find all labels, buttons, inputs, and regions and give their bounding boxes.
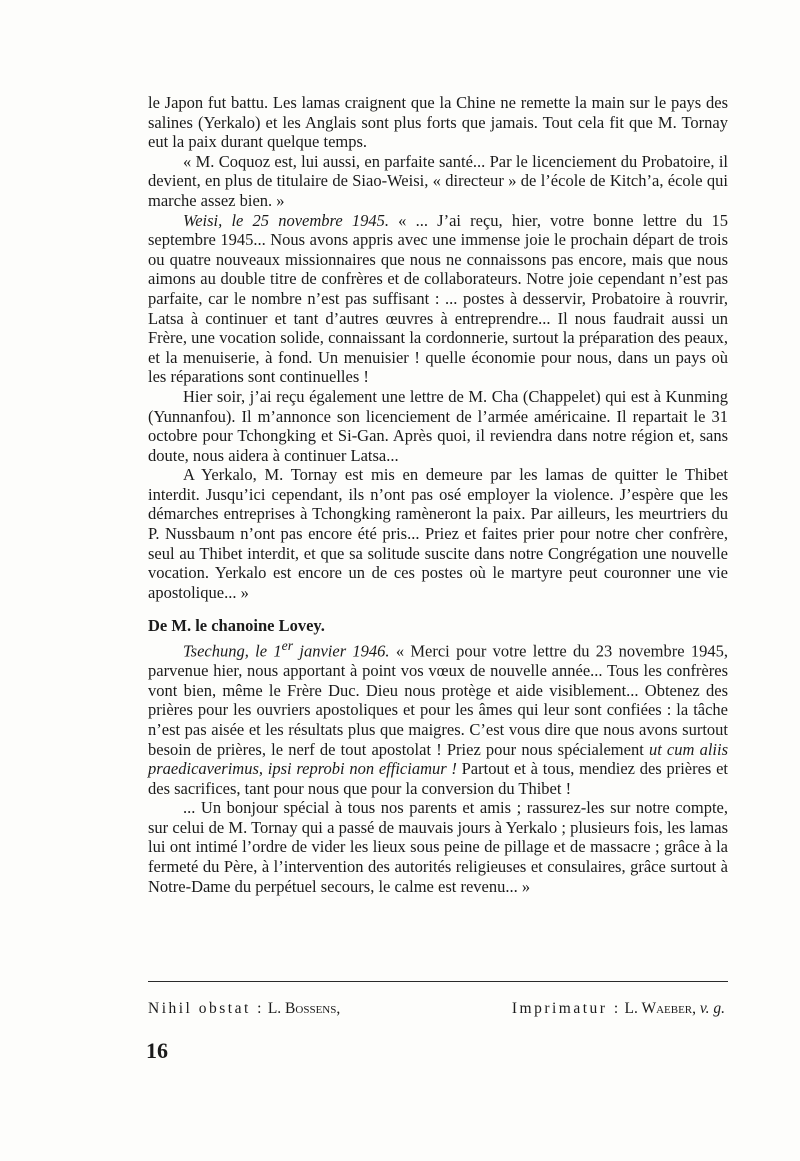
text-run: De M. le chanoine Lovey.: [148, 616, 325, 636]
text-run: er: [281, 638, 294, 654]
text-run: ut cum aliis praedicaverimus, ipsi reprobi non efficiamur !: [148, 739, 728, 779]
text-run: janvier 1946.: [293, 641, 390, 661]
imprimatur-suffix: v. g.: [699, 1000, 725, 1017]
text-run: Weisi, le 25 novembre 1945.: [183, 210, 389, 230]
imprimatur-name: L. Waeber,: [624, 1000, 697, 1017]
text-run: Hier soir, j’ai reçu également une lettre de M. Cha (Chappelet) qui est à Kunming (Yunnanfou). Il m’annonce son licenciement de l’armée américaine. Il repartait le 31 octobre pour Tchongking et Si-Gan. Après quoi, il reviendra dans notre région et, sans doute, nous aidera à continuer Latsa...: [148, 386, 728, 465]
section-heading: [148, 616, 728, 636]
text-run: A Yerkalo, M. Tornay est mis en demeure par les lamas de quitter le Thibet interdit. Jusqu’ici cependant, ils n’ont pas osé employer la violence. J’espère que les démarches entreprises à Tchongking ramèneront la paix. Par ailleurs, les meurtriers du P. Nussbaum n’ont pas encore été pris... Priez et faites prier pour notre cher confrère, seul au Thibet interdit, et que sa solitude suscite dans notre Congrégation une nouvelle vocation. Yerkalo est encore un de ces postes où le martyre peut couronner une vie apostolique... »: [148, 465, 728, 602]
text-run: le Japon fut battu. Les lamas craignent que la Chine ne remette la main sur le pays des salines (Yerkalo) et les Anglais sont plus forts que jamais. Tout cela fit que M. Tornay eut la paix durant quelque temps.: [148, 93, 728, 152]
imprimatur-label: Imprimatur :: [511, 1000, 621, 1017]
paragraph: [148, 93, 728, 152]
paragraph: [148, 152, 728, 211]
nihil-obstat-label: Nihil obstat :: [148, 1000, 264, 1017]
page-number: 16: [146, 1038, 168, 1063]
footer-rule: [148, 981, 728, 982]
nihil-obstat: [148, 1000, 340, 1018]
text-run: Tsechung, le 1: [183, 641, 282, 661]
text-run: « ... J’ai reçu, hier, votre bonne lettre du 15 septembre 1945... Nous avons appris avec une immense joie le prochain départ de trois ou quatre nouveaux missionnaires que nous ne connaissons pas encore, mais que nous aimons au double titre de confrères et de collaborateurs. Notre joie cependant n’est pas parfaite, car le nombre n’est pas suffisant : ... postes à desservir, Probatoire à rouvrir, Latsa à continuer et tant d’autres œuvres à entreprendre... Il nous faudrait aussi un Frère, une vocation solide, connaissant la cordonnerie, surtout la préparation des peaux, et la menuiserie, à fond. Un menuisier ! quelle économie pour nous, dans un pays où les réparations sont continuelles !: [148, 210, 729, 387]
nihil-obstat-name: L. Bossens,: [267, 1000, 341, 1017]
text-run: « M. Coquoz est, lui aussi, en parfaite santé... Par le licenciement du Probatoire, il devient, en plus de titulaire de Siao-Weisi, « directeur » de l’école de Kitch’a, école qui marche assez bien. »: [148, 151, 728, 210]
text-run: ... Un bonjour spécial à tous nos parents et amis ; rassurez-les sur notre compte, sur celui de M. Tornay qui a passé de mauvais jours à Yerkalo ; plusieurs fois, les lamas lui ont intimé l’ordre de vider les lieux sous peine de pillage et de massacre ; grâce à la fermeté du Père, à l’intervention des autorités religieuses et consulaires, grâce surtout à Notre-Dame du perpétuel secours, le calme est revenu... »: [148, 798, 728, 896]
paragraph: [148, 387, 728, 465]
text-run: Partout et à tous, mendiez des prières et des sacrifices, tant pour nous que pour la conversion du Thibet !: [148, 759, 728, 798]
imprimatur: [512, 1000, 725, 1018]
body-text: [148, 93, 728, 896]
text-run: « Merci pour votre lettre du 23 novembre 1945, parvenue hier, nous apportant à point vos vœux de nouvelle année... Tous les confrères vont bien, même le Frère Duc. Dieu nous protège et aide visiblement... Obtenez des prières pour les ouvriers apostoliques et pour les âmes qui leur sont confiées : la tâche n’est pas aisée et les résultats plus que maigres. C’est vous dire que nous avons surtout besoin de prières, le nerf de tout apostolat ! Priez pour nous spécialement: [148, 641, 728, 759]
paragraph: [148, 211, 728, 387]
paragraph: [148, 798, 728, 896]
paragraph: [148, 465, 728, 602]
paragraph: [148, 636, 728, 798]
